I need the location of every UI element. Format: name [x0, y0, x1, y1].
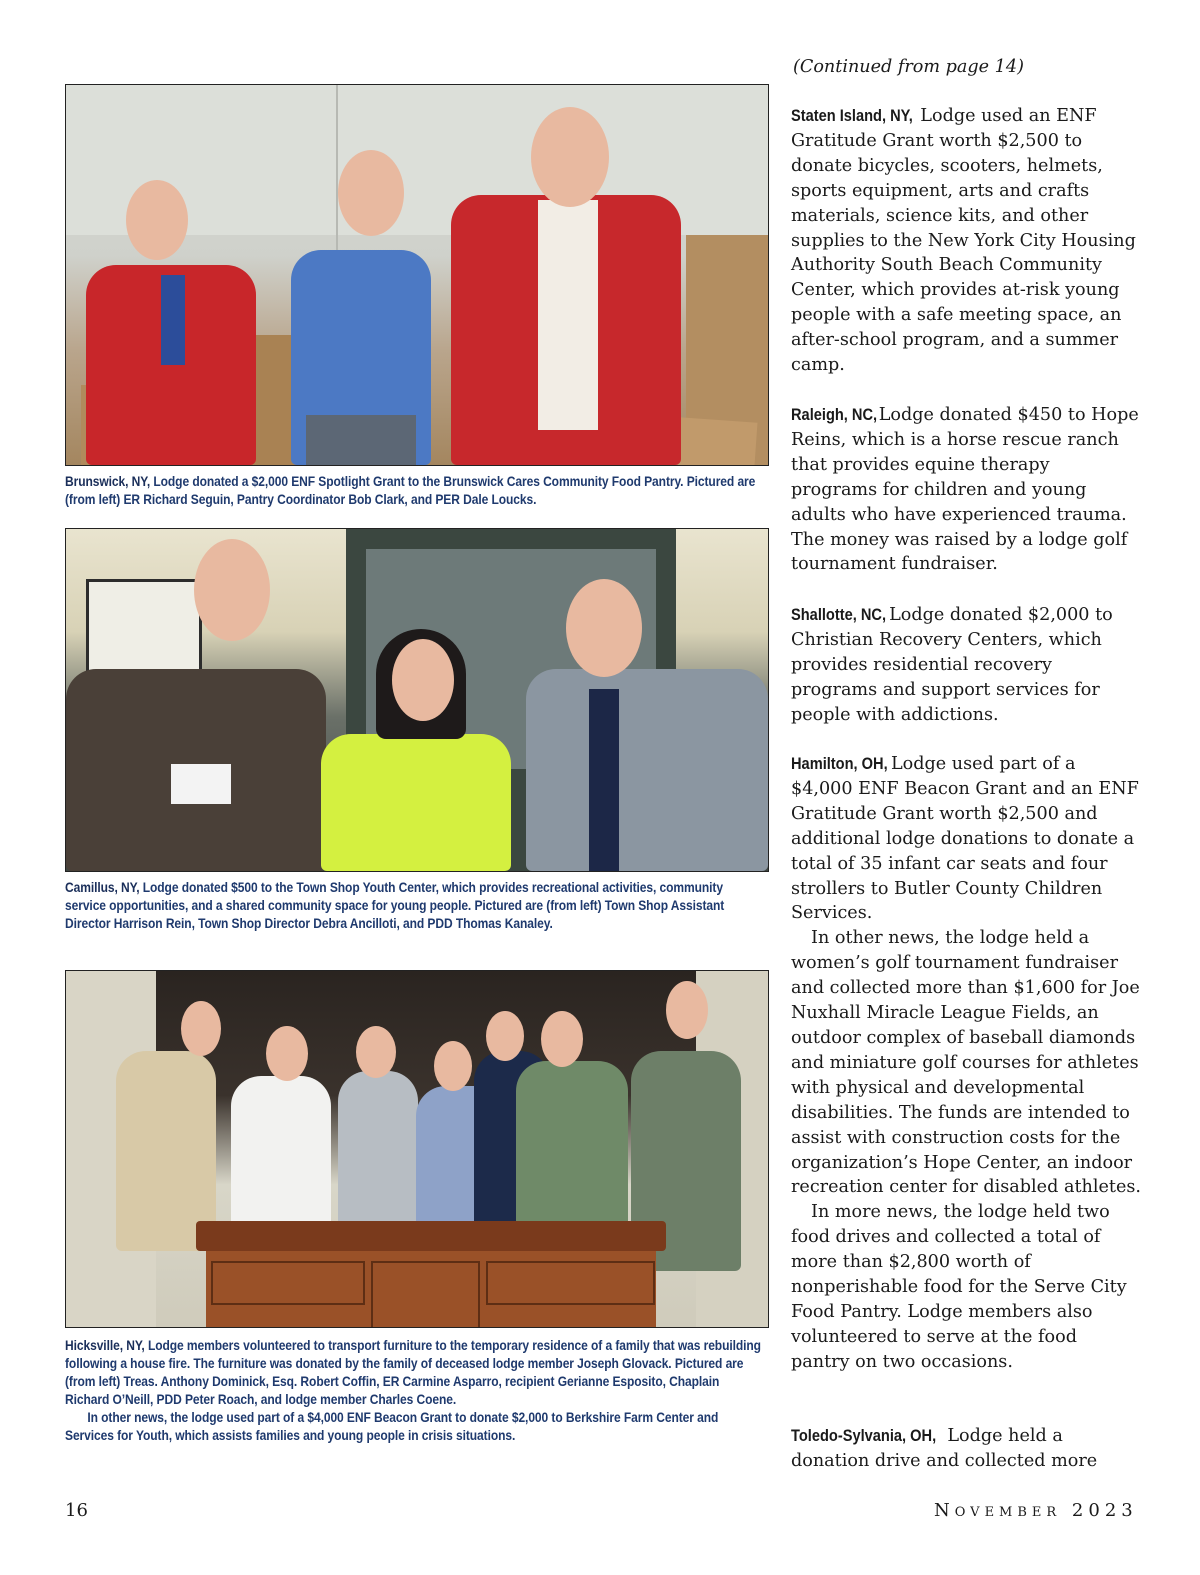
- caption-lead: Brunswick, NY,: [65, 473, 151, 489]
- photo-camillus: [65, 528, 769, 872]
- caption-hicksville: [65, 1336, 765, 1444]
- article-lead: Hamilton, OH,: [791, 754, 888, 773]
- caption-extra: In other news, the lodge used part of a $4,000 ENF Beacon Grant to donate $2,000 to Berkshire Farm Center and Services for Youth, which assists families and young people in crisis situations.: [65, 1409, 719, 1443]
- article-text: Lodge used an ENF Gratitude Grant worth $2,500 to donate bicycles, scooters, helmets, sports equipment, arts and crafts materials, science kits, and other supplies to the New York City Housing Authority South Beach Community Center, which provides at-risk young people with a safe meeting space, an after-school program, and a summer camp.: [791, 106, 1136, 376]
- article-paragraph: In more news, the lodge held two food drives and collected a total of more than $2,800 worth of nonperishable food for the Serve City Food Pantry. Lodge members also volunteered to serve at the food pantry on two occasions.: [791, 1202, 1127, 1372]
- article-paragraph: In other news, the lodge held a women’s golf tournament fundraiser and collected more than $1,600 for Joe Nuxhall Miracle League Fields, an outdoor complex of baseball diamonds and miniature golf courses for athletes with physical and developmental disabilities. The funds are intended to assist with construction costs for the organization’s Hope Center, an indoor recreation center for disabled athletes.: [791, 928, 1141, 1198]
- article-shallotte: [791, 603, 1141, 728]
- article-raleigh: [791, 403, 1141, 577]
- article-text: Lodge held a donation drive and collected more: [791, 1426, 1098, 1471]
- caption-lead: Camillus, NY,: [65, 879, 140, 895]
- caption-brunswick: [65, 472, 765, 508]
- article-hamilton: [791, 752, 1141, 1375]
- article-staten-island: [791, 104, 1141, 378]
- article-lead: Toledo-Sylvania, OH,: [791, 1426, 937, 1445]
- caption-lead: Hicksville, NY,: [65, 1337, 145, 1353]
- article-lead: Shallotte, NC,: [791, 605, 887, 624]
- article-lead: Raleigh, NC,: [791, 405, 878, 424]
- photo-hicksville: [65, 970, 769, 1328]
- page-number: 16: [65, 1500, 88, 1521]
- article-text: Lodge donated $2,000 to Christian Recovery Centers, which provides residential recovery programs and support services for people with addictions.: [791, 605, 1113, 725]
- continued-note: (Continued from page 14): [793, 57, 1024, 77]
- caption-text: Lodge donated a $2,000 ENF Spotlight Grant to the Brunswick Cares Community Food Pantry. Pictured are (from left) ER Richard Seguin, Pantry Coordinator Bob Clark, and PER Dale Loucks.: [65, 473, 756, 507]
- caption-camillus: [65, 878, 765, 932]
- article-text: Lodge donated $450 to Hope Reins, which is a horse rescue ranch that provides equine therapy programs for children and young adults who have experienced trauma. The money was raised by a lodge golf tournament fundraiser.: [791, 405, 1139, 575]
- article-toledo-sylvania: [791, 1424, 1141, 1474]
- caption-text: Lodge members volunteered to transport furniture to the temporary residence of a family that was rebuilding following a house fire. The furniture was donated by the family of deceased lodge member Joseph Glovack. Pictured are (from left) Treas. Anthony Dominick, Esq. Robert Coffin, ER Carmine Asparro, recipient Gerianne Esposito, Chaplain Richard O’Neill, PDD Peter Roach, and lodge member Charles Coene.: [65, 1337, 761, 1407]
- photo-brunswick: [65, 84, 769, 466]
- issue-date: November 2023: [934, 1500, 1138, 1521]
- caption-text: Lodge donated $500 to the Town Shop Youth Center, which provides recreational activities, community service opportunities, and a shared community space for young people. Pictured are (from left) Town Shop Assistant Director Harrison Rein, Town Shop Director Debra Ancilloti, and PDD Thomas Kanaley.: [65, 879, 725, 931]
- article-lead: Staten Island, NY,: [791, 106, 913, 125]
- article-text: Lodge used part of a $4,000 ENF Beacon Grant and an ENF Gratitude Grant worth $2,500 and additional lodge donations to donate a total of 35 infant car seats and four strollers to Butler County Children Services.: [791, 754, 1139, 924]
